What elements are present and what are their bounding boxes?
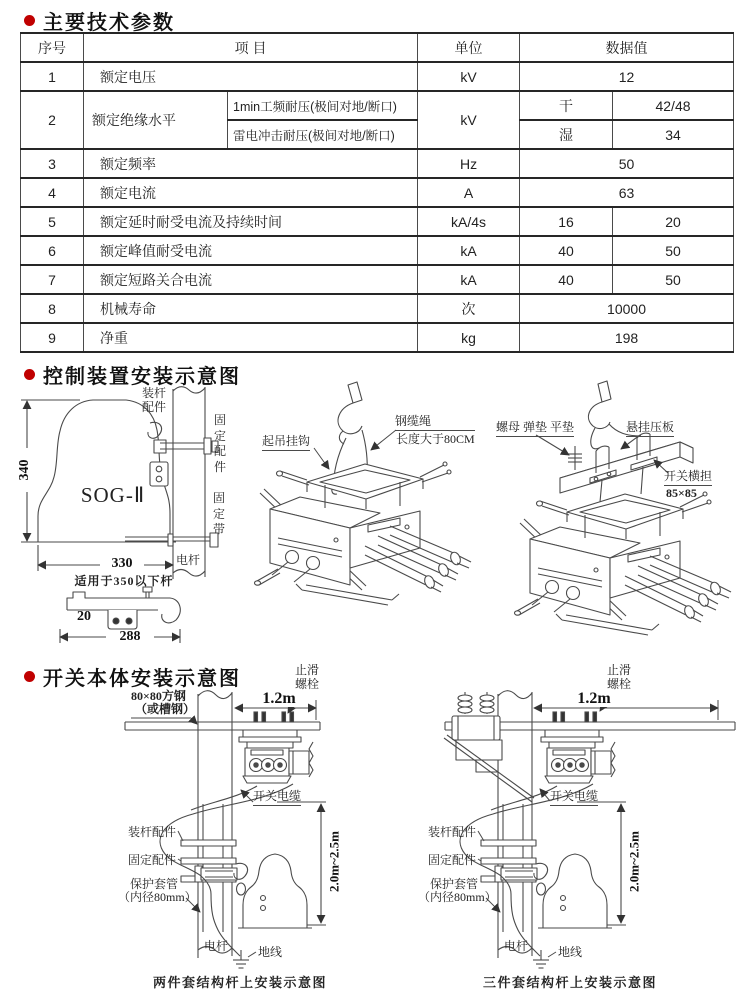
label-steel-cable: 钢缆绳 [395, 415, 475, 431]
page-title: 主要技术参数 [43, 12, 175, 34]
label-pole-fitting: 装杆配件 [128, 825, 177, 839]
table-header-row [21, 33, 734, 62]
label-square-steel: 80×80方钢 [131, 689, 186, 703]
device-model-label: SOG-Ⅱ [80, 483, 146, 507]
cell-no: 7 [21, 265, 84, 294]
label-ground-wire: 地线 [558, 945, 583, 959]
diagram-control-crossarm [478, 378, 750, 650]
label-protective-sleeve: 保护套管 [430, 877, 479, 891]
label-fixing-fitting: 固定配件 [428, 853, 477, 867]
cell-condition: 干 [520, 91, 613, 120]
table-row [21, 149, 734, 178]
diagram-control-hoist [250, 378, 500, 650]
cell-item: 额定绝缘水平 [84, 91, 228, 149]
section-heading: 控制装置安装示意图 [43, 366, 241, 388]
diagram-control-side [8, 383, 240, 645]
dim-340: 340 [18, 448, 32, 492]
cell-unit: kA [418, 265, 520, 294]
label-ground-wire: 地线 [258, 945, 283, 959]
header-no: 序号 [21, 33, 84, 62]
cell-no: 3 [21, 149, 84, 178]
label-hanging-plate: 悬挂压板 [626, 421, 674, 437]
label-fixing-fitting: 固定配件 [213, 413, 226, 474]
cell-no: 8 [21, 294, 84, 323]
cell-item: 额定电流 [84, 178, 418, 207]
cell-item: 净重 [84, 323, 418, 352]
cell-value: 40 [520, 265, 613, 294]
cell-subitem: 雷电冲击耐压(极间对地/断口) [228, 120, 418, 149]
cell-no: 9 [21, 323, 84, 352]
table-row [21, 178, 734, 207]
caption-three-piece: 三件套结构杆上安装示意图 [482, 975, 657, 990]
header-value: 数据值 [520, 33, 734, 62]
label-slip-bolt: 止滑螺栓 [294, 663, 319, 691]
control-side-art [8, 383, 240, 645]
dim-288: 288 [106, 630, 154, 644]
label-fixing-fitting: 固定配件 [128, 853, 177, 867]
cell-no: 5 [21, 207, 84, 236]
table-row [21, 62, 734, 91]
cell-value: 198 [520, 323, 734, 352]
label-lifting-hook: 起吊挂钩 [262, 435, 310, 451]
cell-value: 34 [613, 120, 734, 149]
table-row [21, 323, 734, 352]
label-pole: 电杆 [204, 939, 229, 953]
cell-item: 机械寿命 [84, 294, 418, 323]
label-channel-steel: （或槽钢） [135, 702, 196, 716]
cell-no: 4 [21, 178, 84, 207]
cell-unit: Hz [418, 149, 520, 178]
label-sleeve-diameter: （内径80mm） [418, 890, 497, 904]
cell-value: 40 [520, 236, 613, 265]
table-row [21, 294, 734, 323]
label-pole: 电杆 [504, 939, 529, 953]
cell-unit: 次 [418, 294, 520, 323]
header-unit: 单位 [418, 33, 520, 62]
cell-item: 额定峰值耐受电流 [84, 236, 418, 265]
cell-item: 额定延时耐受电流及持续时间 [84, 207, 418, 236]
red-bullet-icon [24, 369, 35, 380]
table-row [21, 236, 734, 265]
label-nut-washers: 螺母 弹垫 平垫 [496, 421, 574, 437]
label-switch-crossarm: 开关横担 [664, 470, 712, 486]
dim-height: 2.0m~2.5m [626, 831, 642, 892]
red-bullet-icon [24, 671, 35, 682]
cell-subitem: 1min工频耐压(极间对地/断口) [228, 91, 418, 120]
cell-value: 63 [520, 178, 734, 207]
dim-330: 330 [100, 557, 144, 571]
diagram-body-left [95, 662, 342, 1002]
label-switch-cable: 开关电缆 [253, 790, 301, 806]
header-item: 项 目 [84, 33, 418, 62]
label-sleeve-diameter: （内径80mm） [118, 890, 197, 904]
table-row [21, 91, 734, 120]
cell-value: 50 [613, 236, 734, 265]
cell-condition: 湿 [520, 120, 613, 149]
cell-no: 2 [21, 91, 84, 149]
section-heading: 开关本体安装示意图 [43, 668, 241, 690]
cell-unit: kA/4s [418, 207, 520, 236]
label-crossarm-size: 85×85 [666, 486, 697, 500]
dim-20: 20 [77, 609, 91, 624]
cell-no: 1 [21, 62, 84, 91]
cell-value: 50 [613, 265, 734, 294]
label-pole-fitting: 装杆配件 [428, 825, 477, 839]
caption-two-piece: 两件套结构杆上安装示意图 [152, 975, 327, 990]
dim-span: 1.2m [255, 691, 303, 707]
red-bullet-icon [24, 15, 35, 26]
cell-unit: kV [418, 62, 520, 91]
label-pole-fitting: 装杆配件 [141, 386, 166, 414]
label-pole: 电杆 [176, 553, 201, 567]
cell-item: 额定电压 [84, 62, 418, 91]
label-slip-bolt: 止滑螺栓 [606, 663, 631, 691]
label-switch-cable: 开关电缆 [550, 790, 598, 806]
diagram-body-right [420, 662, 750, 1002]
cell-unit: kV [418, 91, 520, 149]
dim-span: 1.2m [570, 691, 618, 707]
cell-value: 10000 [520, 294, 734, 323]
note-pole-size: 适用于350以下杆 [74, 574, 174, 588]
cell-unit: A [418, 178, 520, 207]
label-fixing-band: 固定带 [212, 491, 225, 537]
cell-value: 50 [520, 149, 734, 178]
cell-value: 12 [520, 62, 734, 91]
cell-unit: kg [418, 323, 520, 352]
cell-value: 42/48 [613, 91, 734, 120]
cell-item: 额定频率 [84, 149, 418, 178]
control-crossarm-art [478, 378, 750, 650]
dim-height: 2.0m~2.5m [326, 831, 342, 892]
cell-value: 20 [613, 207, 734, 236]
label-protective-sleeve: 保护套管 [130, 877, 179, 891]
cell-unit: kA [418, 236, 520, 265]
table-row [21, 265, 734, 294]
table-row [21, 207, 734, 236]
cell-value: 16 [520, 207, 613, 236]
section-title-params [24, 6, 175, 35]
cell-item: 额定短路关合电流 [84, 265, 418, 294]
parameters-table [20, 32, 734, 353]
label-cable-length: 长度大于80CM [396, 432, 475, 446]
cell-no: 6 [21, 236, 84, 265]
